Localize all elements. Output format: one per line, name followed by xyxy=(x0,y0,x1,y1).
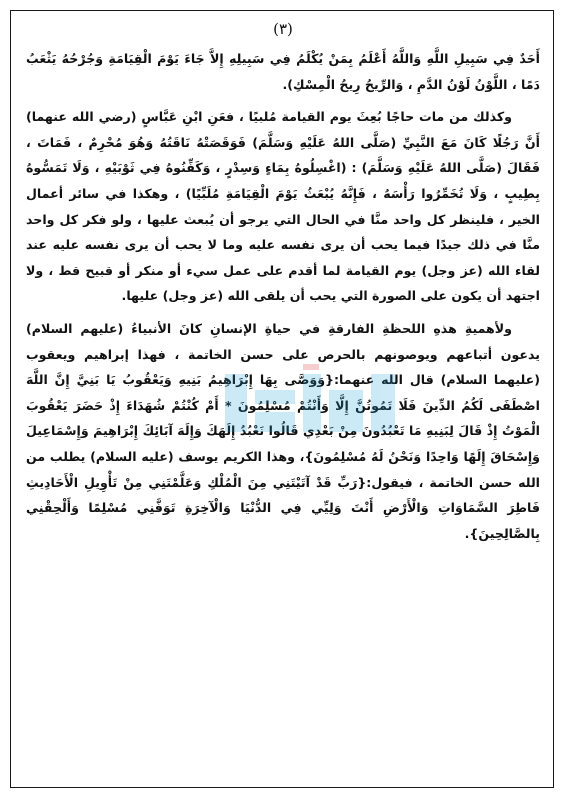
paragraph-1: أَحَدٌ فِي سَبِيلِ اللَّهِ وَاللَّهُ أَعْلَمُ بِمَنْ يُكْلَمُ فِي سَبِيلِهِ إِلاَّ جَاءَ يَوْمَ الْقِيَامَةِ وَجُرْحُهُ يَثْعَبُ دَمًا ، اللَّوْنُ لَوْنُ الدَّمِ ، وَالرِّيحُ رِيحُ الْمِسْكِ). xyxy=(26,51,540,92)
paragraph-3: ولأهميةِ هذهِ اللحظةِ الفارقةِ في حياةِ الإنسانِ كانَ الأنبياءُ (عليهم السلام) يدعون أتباعهم ويوصونهم بالحرص على حسن الخاتمة ، فهذا إبراهيم ويعقوب (عليهما السلام) قال الله عنهما:{وَوَصَّى بِهَا إِبْرَاهِيمُ بَنِيهِ وَيَعْقُوبُ يَا بَنِيَّ إِنَّ اللَّهَ اصْطَفَى لَكُمُ الدِّينَ فَلَا تَمُوتُنَّ إِلَّا وَأَنْتُمْ مُسْلِمُونَ * أَمْ كُنْتُمْ شُهَدَاءَ إِذْ حَضَرَ يَعْقُوبَ الْمَوْتُ إِذْ قَالَ لِبَنِيهِ مَا تَعْبُدُونَ مِنْ بَعْدِي قَالُوا نَعْبُدُ إِلَهَكَ وَإِلَهَ آبَائِكَ إِبْرَاهِيمَ وَإِسْمَاعِيلَ وَإِسْحَاقَ إِلَهًا وَاحِدًا وَنَحْنُ لَهُ مُسْلِمُونَ}، وهذا الكريم يوسف (عليه السلام) يطلب من الله حسن الخاتمة ، فيقول:{رَبِّ قَدْ آتَيْتَنِي مِنَ الْمُلْكِ وَعَلَّمْتَنِي مِنْ تَأْوِيلِ الْأَحَادِيثِ فَاطِرَ السَّمَاوَاتِ وَالْأَرْضِ أَنْتَ وَلِيِّي فِي الدُّنْيَا وَالْآخِرَةِ تَوَفَّنِي مُسْلِمًا وَأَلْحِقْنِي بِالصَّالِحِينَ}. xyxy=(26,320,540,541)
page-number: (٣) xyxy=(273,20,293,38)
document-body xyxy=(26,46,540,553)
paragraph-2: وكذلك من مات حاجًا بُعِثَ يوم القيامة مُلبيًا ، فعَنِ ابْنِ عَبَّاسٍ (رضي الله عنهما) أَنَّ رَجُلًا كَانَ مَعَ النَّبِيِّ (صَلَّى اللهُ عَلَيْهِ وَسَلَّمَ) فَوَقَصَتْهُ نَاقَتُهُ وَهُوَ مُحْرِمٌ ، فَمَاتَ ، فَقَالَ (صَلَّى اللهُ عَلَيْهِ وَسَلَّمَ) : (اغْسِلُوهُ بِمَاءٍ وَسِدْرٍ ، وَكَفِّنُوهُ فِي ثَوْبَيْهِ ، وَلَا تَمَسُّوهُ بِطِيبٍ ، وَلَا تُخَمِّرُوا رَأْسَهُ ، فَإِنَّهُ يُبْعَثُ يَوْمَ الْقِيَامَةِ مُلَبِّيًا) ، وهكذا في سائر أعمال الخير ، فلينظر كل واحد منَّا في الحال التي يرجو أن يُبعث عليها ، ولو فكر كل واحد منَّا في ذلك جيدًا فيما يحب أن يرى نفسه عليه وما لا يحب أن يرى نفسه عليه عند لقاء الله (عز وجل) يوم القيامة لما أقدم على عمل سيء أو منكر أو قبيح قط ، ولا اجتهد أن يكون على الصورة التي يحب أن يلقى الله (عز وجل) عليها. xyxy=(26,109,540,304)
